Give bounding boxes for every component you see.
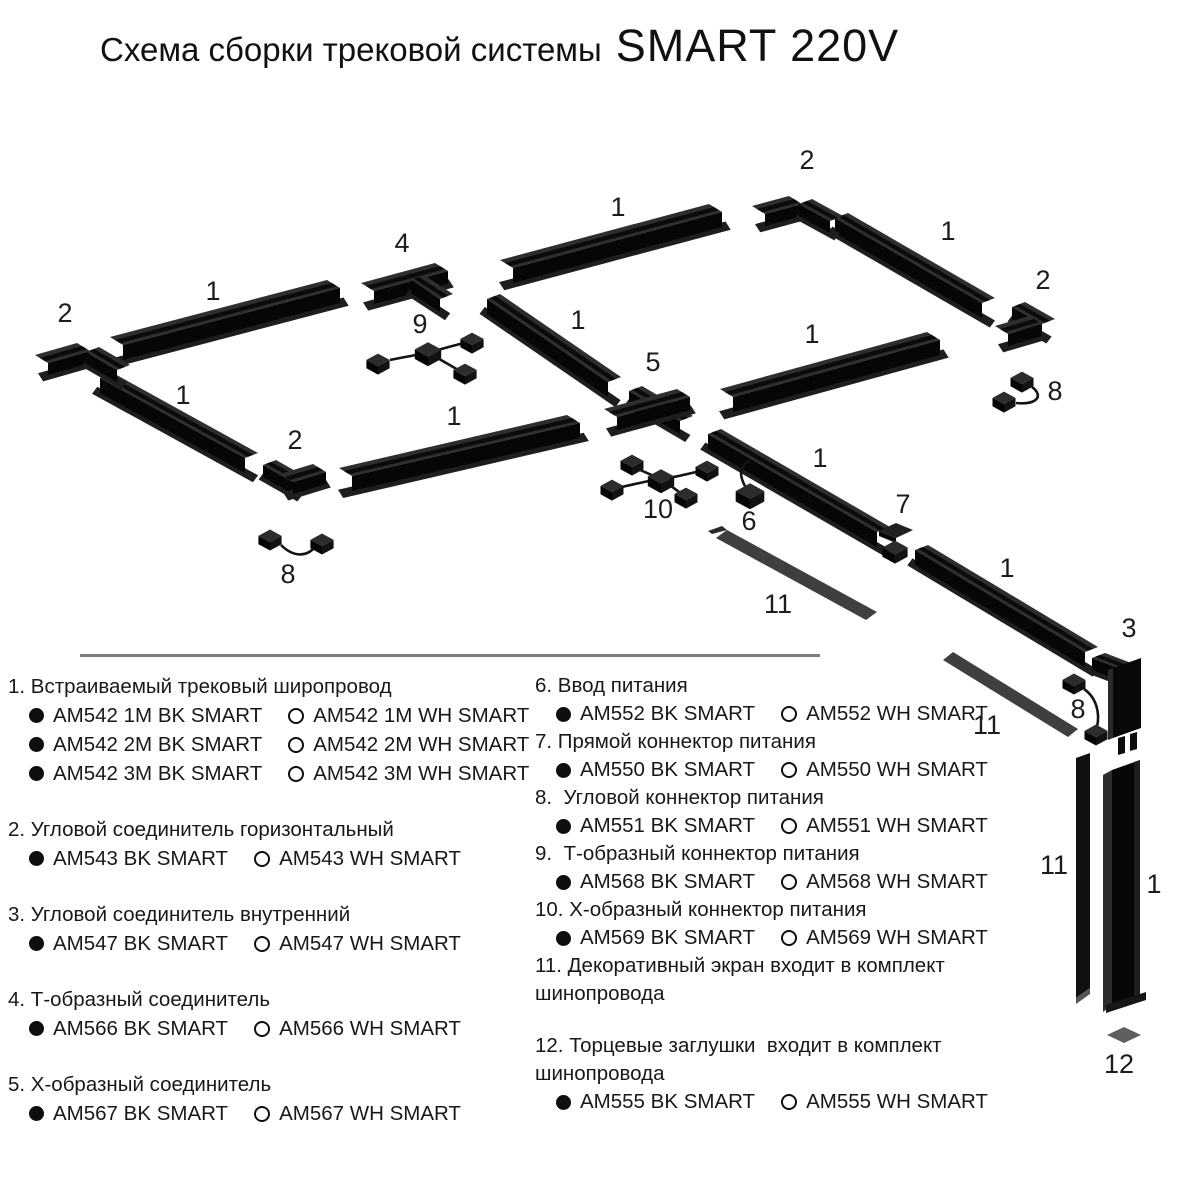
legend-item-title: 4. Т-образный соединитель (8, 988, 270, 1011)
white-open-dot-icon (254, 851, 270, 867)
part-number-label: 11 (1039, 850, 1069, 880)
product-code-bk: AM547 BK SMART (53, 932, 229, 955)
black-filled-dot-icon (29, 1106, 44, 1121)
legend-column-left (8, 672, 528, 1155)
track-segment-slot (711, 431, 885, 531)
white-open-dot-icon (254, 1106, 270, 1122)
inner-corner-prong (1118, 736, 1125, 755)
legend-item-title: 1. Встраиваемый трековый широпровод (8, 675, 392, 698)
inner-corner-prong (1130, 732, 1137, 751)
product-code-bk: AM550 BK SMART (580, 758, 756, 781)
product-code-wh: AM550 WH SMART (806, 758, 988, 781)
product-code-bk: AM542 3M BK SMART (53, 762, 263, 785)
track-segment-slot (838, 215, 990, 302)
product-code-wh: AM569 WH SMART (806, 926, 988, 949)
legend-item (8, 985, 528, 1043)
product-code-wh: AM567 WH SMART (279, 1102, 461, 1125)
white-open-dot-icon (781, 874, 797, 890)
legend-item-title: 9. Т-образный коннектор питания (535, 842, 860, 865)
inner-corner-connector (1108, 668, 1113, 740)
legend-item-title: 8. Угловой коннектор питания (535, 786, 824, 809)
black-filled-dot-icon (556, 931, 571, 946)
product-code-wh: AM542 1M WH SMART (313, 704, 530, 727)
track-segment-front (733, 340, 940, 412)
part-number-label: 8 (1070, 694, 1086, 724)
part-number-label: 2 (57, 298, 73, 328)
legend-item-title: 12. Торцевые заглушки входит в комплект шинопровода (535, 1034, 948, 1085)
page-title-text: Схема сборки трековой системы (100, 31, 602, 68)
product-code-wh: AM555 WH SMART (806, 1090, 988, 1113)
track-segment-slot (490, 296, 616, 381)
product-code-row (8, 1014, 528, 1043)
black-filled-dot-icon (29, 708, 44, 723)
part-number-label: 2 (1035, 265, 1051, 295)
part-number-label: 11 (763, 589, 793, 619)
part-number-label: 1 (446, 401, 462, 431)
part-number-label: 3 (1121, 613, 1137, 643)
white-open-dot-icon (288, 737, 304, 753)
part-number-label: 1 (1146, 869, 1162, 899)
product-code-wh: AM552 WH SMART (806, 702, 988, 725)
legend-item (8, 1070, 528, 1128)
legend-divider-line (80, 654, 820, 657)
part-number-label: 10 (642, 494, 674, 524)
white-open-dot-icon (781, 706, 797, 722)
legend-item (535, 1032, 988, 1116)
product-code-row (8, 759, 528, 788)
legend-item-title: 10. Х-образный коннектор питания (535, 898, 867, 921)
legend-item (8, 815, 528, 873)
inner-corner-connector (1113, 658, 1141, 738)
legend-item (535, 728, 988, 784)
part-number-label: 9 (412, 309, 428, 339)
product-code-bk: AM569 BK SMART (580, 926, 756, 949)
product-code-wh: AM551 WH SMART (806, 814, 988, 837)
white-open-dot-icon (254, 1021, 270, 1037)
product-code-bk: AM543 BK SMART (53, 847, 229, 870)
part-number-label: 5 (645, 347, 661, 377)
legend-item-title: 2. Угловой соединитель горизонтальный (8, 818, 394, 841)
white-open-dot-icon (781, 818, 797, 834)
black-filled-dot-icon (556, 763, 571, 778)
decorative-screen (716, 530, 877, 620)
product-code-row (8, 1099, 528, 1128)
track-segment-top (1103, 770, 1112, 1012)
track-segment-front (100, 378, 245, 473)
product-code-bk: AM542 2M BK SMART (53, 733, 263, 756)
product-code-row (535, 700, 988, 728)
product-code-wh: AM568 WH SMART (806, 870, 988, 893)
black-filled-dot-icon (556, 875, 571, 890)
part-number-label: 1 (610, 192, 626, 222)
legend-item-title: 3. Угловой соединитель внутренний (8, 903, 351, 926)
legend-item (535, 896, 988, 952)
product-code-wh: AM542 3M WH SMART (313, 762, 530, 785)
connector-cable (281, 545, 314, 554)
black-filled-dot-icon (556, 707, 571, 722)
legend-column-right (535, 672, 988, 1116)
product-code-row (8, 730, 528, 759)
black-filled-dot-icon (556, 1095, 571, 1110)
part-number-label: 2 (799, 145, 815, 175)
part-number-label: 1 (570, 305, 586, 335)
part-number-label: 11 (972, 710, 1002, 740)
brand-name: SMART 220V (615, 20, 900, 71)
part-number-label: 1 (175, 380, 191, 410)
white-open-dot-icon (781, 762, 797, 778)
product-code-row (535, 924, 988, 952)
part-number-label: 7 (895, 489, 911, 519)
track-segment-front (513, 212, 722, 283)
part-number-label: 8 (280, 559, 296, 589)
legend-item-title: 6. Ввод питания (535, 674, 688, 697)
track-segment-front (708, 434, 877, 547)
product-code-wh: AM566 WH SMART (279, 1017, 461, 1040)
legend-item-title: 5. Х-образный соединитель (8, 1073, 272, 1096)
decorative-screen (1076, 753, 1090, 998)
white-open-dot-icon (288, 708, 304, 724)
legend-item (8, 900, 528, 958)
legend-item-title: 7. Прямой коннектор питания (535, 730, 816, 753)
black-filled-dot-icon (29, 766, 44, 781)
track-segment-front (835, 218, 982, 318)
product-code-bk: AM552 BK SMART (580, 702, 756, 725)
black-filled-dot-icon (29, 851, 44, 866)
black-filled-dot-icon (29, 936, 44, 951)
product-code-bk: AM567 BK SMART (53, 1102, 229, 1125)
product-code-bk: AM568 BK SMART (580, 870, 756, 893)
black-filled-dot-icon (29, 1021, 44, 1036)
end-cap (1107, 1027, 1141, 1043)
track-segment-front (352, 423, 580, 491)
part-number-label: 2 (287, 425, 303, 455)
connector-cable (438, 343, 464, 350)
black-filled-dot-icon (29, 737, 44, 752)
legend-item (535, 672, 988, 728)
part-number-label: 1 (812, 443, 828, 473)
track-segment-front (487, 299, 608, 397)
part-number-label: 1 (804, 319, 820, 349)
product-code-wh: AM542 2M WH SMART (313, 733, 530, 756)
part-number-label: 1 (205, 276, 221, 306)
product-code-row (8, 844, 528, 873)
product-code-bk: AM551 BK SMART (580, 814, 756, 837)
white-open-dot-icon (254, 936, 270, 952)
part-number-label: 8 (1047, 376, 1063, 406)
product-code-bk: AM566 BK SMART (53, 1017, 229, 1040)
product-code-wh: AM543 WH SMART (279, 847, 461, 870)
legend-item (535, 784, 988, 840)
legend-item-title: 11. Декоративный экран входит в комплект шинопровода (535, 954, 951, 1005)
product-code-row (535, 812, 988, 840)
black-filled-dot-icon (556, 819, 571, 834)
white-open-dot-icon (781, 1094, 797, 1110)
product-code-row (535, 756, 988, 784)
legend-item (535, 952, 965, 1008)
track-segment-front (123, 288, 340, 360)
part-number-label: 12 (1103, 1049, 1135, 1079)
legend-item (535, 840, 988, 896)
part-number-label: 1 (940, 216, 956, 246)
connector-cable (1084, 689, 1098, 727)
white-open-dot-icon (781, 930, 797, 946)
product-code-bk: AM555 BK SMART (580, 1090, 756, 1113)
product-code-bk: AM542 1M BK SMART (53, 704, 263, 727)
product-code-row (8, 701, 528, 730)
product-code-wh: AM547 WH SMART (279, 932, 461, 955)
product-code-row (535, 868, 988, 896)
white-open-dot-icon (288, 766, 304, 782)
track-segment-slot (1134, 760, 1140, 997)
product-code-row (8, 929, 528, 958)
part-number-label: 4 (394, 228, 410, 258)
part-number-label: 1 (999, 553, 1015, 583)
product-code-row (535, 1088, 988, 1116)
legend-item (8, 672, 528, 788)
part-number-label: 6 (741, 506, 757, 536)
